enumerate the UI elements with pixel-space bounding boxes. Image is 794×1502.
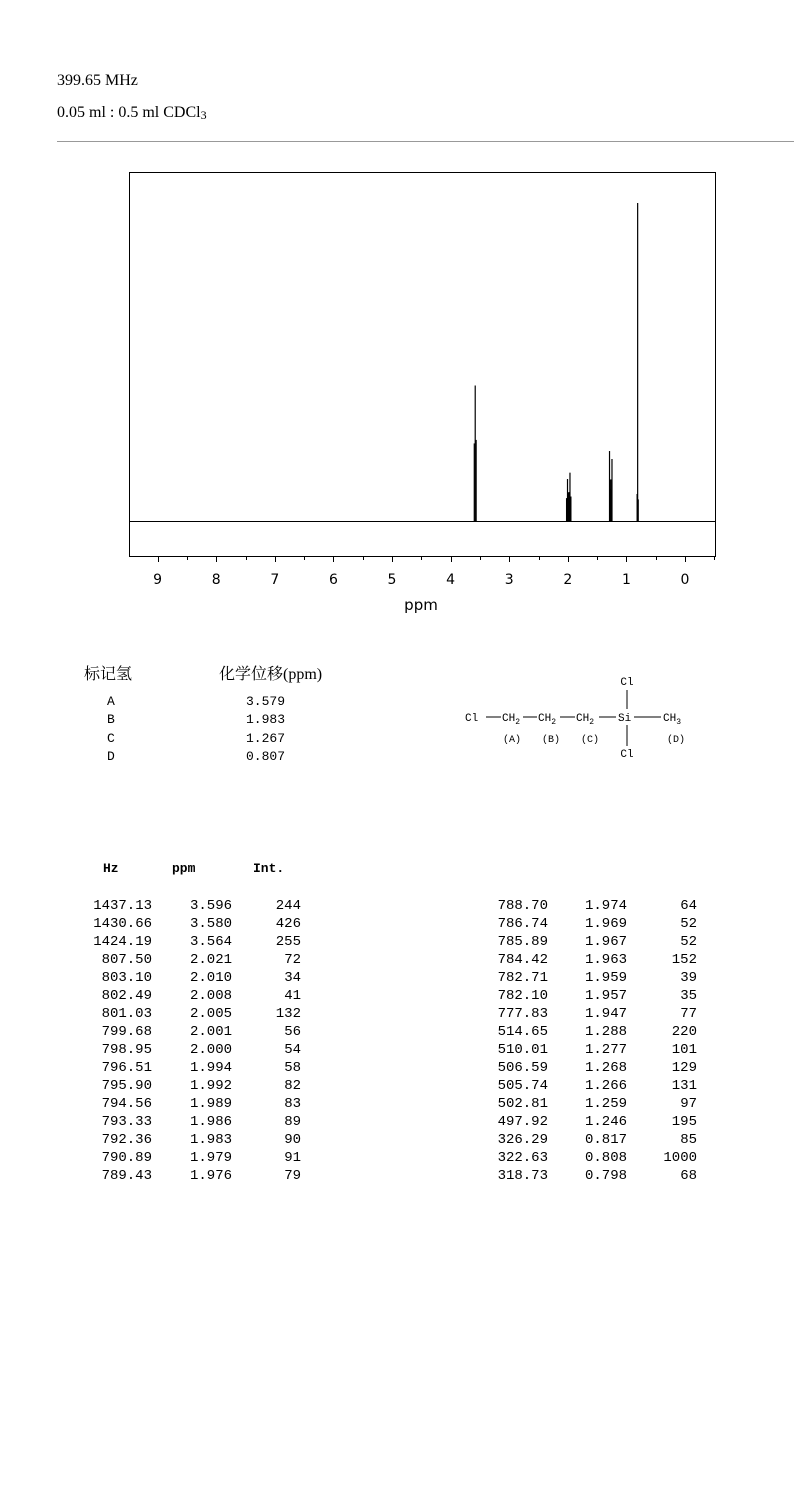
peak-intensity: 152 <box>671 952 697 968</box>
peak-hz: 803.10 <box>101 970 152 986</box>
assignment-label: B <box>107 712 115 728</box>
peak-ppm: 1.994 <box>189 1060 232 1076</box>
peak-intensity: 83 <box>284 1096 301 1112</box>
peak-intensity: 64 <box>680 898 697 914</box>
peak-hz: 799.68 <box>101 1024 152 1040</box>
peak-hz: 794.56 <box>101 1096 152 1112</box>
peak-hz: 801.03 <box>101 1006 152 1022</box>
assignment-header-shift: 化学位移(ppm) <box>219 666 323 683</box>
x-tick-label: 6 <box>328 572 338 588</box>
peak-table-header: Hz <box>103 861 119 876</box>
peak-ppm: 1.969 <box>584 916 627 932</box>
x-tick-label: 1 <box>621 572 631 588</box>
spectrometer-frequency: 399.65 MHz <box>57 72 138 89</box>
peak-intensity: 91 <box>284 1150 301 1166</box>
peak-ppm: 1.959 <box>584 970 627 986</box>
peak-intensity: 77 <box>680 1006 697 1022</box>
atom-cl-bottom: Cl <box>620 749 634 761</box>
atom-ch2: $CH_2$ <box>502 713 521 727</box>
sample-subscript: 3 <box>200 108 207 122</box>
assignment-shift: 3.579 <box>246 694 286 709</box>
atom-si: Si <box>618 713 632 725</box>
peak-hz: 795.90 <box>101 1078 152 1094</box>
peak-intensity: 89 <box>284 1114 301 1130</box>
peak-ppm: 1.989 <box>189 1096 232 1112</box>
peak-hz: 514.65 <box>497 1024 548 1040</box>
assignment-shift: 1.267 <box>246 730 286 746</box>
assignment-label: D <box>107 748 115 764</box>
peak-ppm: 0.817 <box>584 1132 627 1148</box>
peak-intensity: 68 <box>680 1168 697 1184</box>
peak-intensity: 34 <box>284 970 301 986</box>
peak-intensity: 56 <box>284 1024 301 1040</box>
peak-hz: 796.51 <box>101 1060 152 1076</box>
peak-hz: 326.29 <box>497 1132 548 1148</box>
peak-hz: 784.42 <box>497 952 548 968</box>
peak-intensity: 131 <box>671 1078 697 1094</box>
peak-intensity: 1000 <box>663 1150 697 1166</box>
peak-ppm: 1.266 <box>584 1078 627 1094</box>
peak-ppm: 1.268 <box>584 1060 627 1076</box>
peak-intensity: 129 <box>671 1060 697 1076</box>
peak-hz: 782.71 <box>497 970 548 986</box>
peak-ppm: 1.246 <box>584 1114 627 1130</box>
peak-intensity: 220 <box>671 1024 697 1040</box>
x-tick-label: 7 <box>270 572 280 588</box>
peak-intensity: 132 <box>275 1006 301 1022</box>
peak-intensity: 39 <box>680 970 697 986</box>
peak-intensity: 85 <box>680 1132 697 1148</box>
peak-ppm: 1.288 <box>584 1024 627 1040</box>
peak-hz: 782.10 <box>497 988 548 1004</box>
peak-intensity: 101 <box>671 1042 697 1058</box>
x-tick-label: 9 <box>153 572 163 588</box>
peak-hz: 792.36 <box>101 1132 152 1148</box>
peak-ppm: 3.596 <box>189 898 232 914</box>
peak-ppm: 3.580 <box>189 916 232 932</box>
peak-hz: 788.70 <box>497 898 548 914</box>
peak-ppm: 1.947 <box>584 1006 627 1022</box>
peak-hz: 785.89 <box>497 934 548 950</box>
peak-hz: 318.73 <box>497 1168 548 1184</box>
atom-cl-top: Cl <box>620 677 634 689</box>
peak-intensity: 426 <box>275 916 301 932</box>
peak-hz: 789.43 <box>101 1168 152 1184</box>
peak-intensity: 195 <box>671 1114 697 1130</box>
assignment-label: C <box>107 730 115 746</box>
peak-intensity: 58 <box>284 1060 301 1076</box>
peak-intensity: 52 <box>680 934 697 950</box>
peak-hz: 777.83 <box>497 1006 548 1022</box>
peak-hz: 798.95 <box>101 1042 152 1058</box>
peak-ppm: 1.963 <box>584 952 627 968</box>
peak-hz: 1437.13 <box>93 898 152 914</box>
peak-table-header: ppm <box>172 861 196 876</box>
x-tick-label: 8 <box>211 572 221 588</box>
peak-hz: 790.89 <box>101 1150 152 1166</box>
sample-description-text: 0.05 ml : 0.5 ml CDCl <box>57 104 201 121</box>
group-label: (D) <box>666 735 686 746</box>
peak-hz: 322.63 <box>497 1150 548 1166</box>
peak-ppm: 1.259 <box>584 1096 627 1112</box>
peak-ppm: 2.000 <box>189 1042 232 1058</box>
peak-ppm: 0.808 <box>584 1150 627 1166</box>
peak-hz: 510.01 <box>497 1042 548 1058</box>
atom-ch2: $CH_2$ <box>538 713 557 727</box>
peak-intensity: 41 <box>284 988 301 1004</box>
peak-hz: 793.33 <box>101 1114 152 1130</box>
x-tick-label: 4 <box>446 572 456 588</box>
peak-intensity: 72 <box>284 952 301 968</box>
atom-cl: Cl <box>465 713 479 725</box>
x-tick-label: 3 <box>504 572 514 588</box>
peak-intensity: 97 <box>680 1096 697 1112</box>
group-label: (C) <box>580 735 600 746</box>
peak-hz: 505.74 <box>497 1078 548 1094</box>
x-axis-label: ppm <box>404 596 438 614</box>
peak-hz: 506.59 <box>497 1060 548 1076</box>
peak-ppm: 1.979 <box>189 1150 232 1166</box>
peak-ppm: 2.001 <box>189 1024 232 1040</box>
peak-ppm: 3.564 <box>189 934 232 950</box>
peak-table-header: Int. <box>253 861 285 876</box>
peak-hz: 802.49 <box>101 988 152 1004</box>
peak-hz: 497.92 <box>497 1114 548 1130</box>
peak-hz: 1430.66 <box>93 916 152 932</box>
assignment-shift: 1.983 <box>246 712 286 728</box>
peak-ppm: 1.277 <box>584 1042 627 1058</box>
peak-intensity: 52 <box>680 916 697 932</box>
group-label: (A) <box>502 735 522 746</box>
peak-ppm: 1.974 <box>584 898 627 914</box>
peak-hz: 807.50 <box>101 952 152 968</box>
peak-ppm: 1.983 <box>189 1132 232 1148</box>
atom-ch2: $CH_2$ <box>576 713 595 727</box>
group-label: (B) <box>541 735 561 746</box>
peak-ppm: 2.021 <box>189 952 232 968</box>
peak-intensity: 255 <box>275 934 301 950</box>
atom-ch3: $CH_3$ <box>663 713 682 727</box>
peak-ppm: 2.005 <box>189 1006 232 1022</box>
peak-ppm: 2.010 <box>189 970 232 986</box>
peak-hz: 502.81 <box>497 1096 548 1112</box>
peak-ppm: 1.986 <box>189 1114 232 1130</box>
peak-intensity: 35 <box>680 988 697 1004</box>
peak-intensity: 244 <box>275 898 301 914</box>
peak-hz: 1424.19 <box>93 934 152 950</box>
peak-intensity: 54 <box>284 1042 301 1058</box>
peak-ppm: 1.957 <box>584 988 627 1004</box>
peak-ppm: 1.992 <box>189 1078 232 1094</box>
peak-ppm: 1.967 <box>584 934 627 950</box>
assignment-shift: 0.807 <box>246 748 286 764</box>
peak-hz: 786.74 <box>497 916 548 932</box>
peak-ppm: 2.008 <box>189 988 232 1004</box>
peak-intensity: 79 <box>284 1168 301 1184</box>
assignment-header-label: 标记氢 <box>84 666 133 683</box>
x-tick-label: 2 <box>563 572 573 588</box>
x-tick-label: 5 <box>387 572 397 588</box>
x-tick-label: 0 <box>680 572 690 588</box>
peak-ppm: 0.798 <box>584 1168 627 1184</box>
assignment-label: A <box>107 694 115 709</box>
peak-intensity: 90 <box>284 1132 301 1148</box>
peak-intensity: 82 <box>284 1078 301 1094</box>
peak-ppm: 1.976 <box>189 1168 232 1184</box>
